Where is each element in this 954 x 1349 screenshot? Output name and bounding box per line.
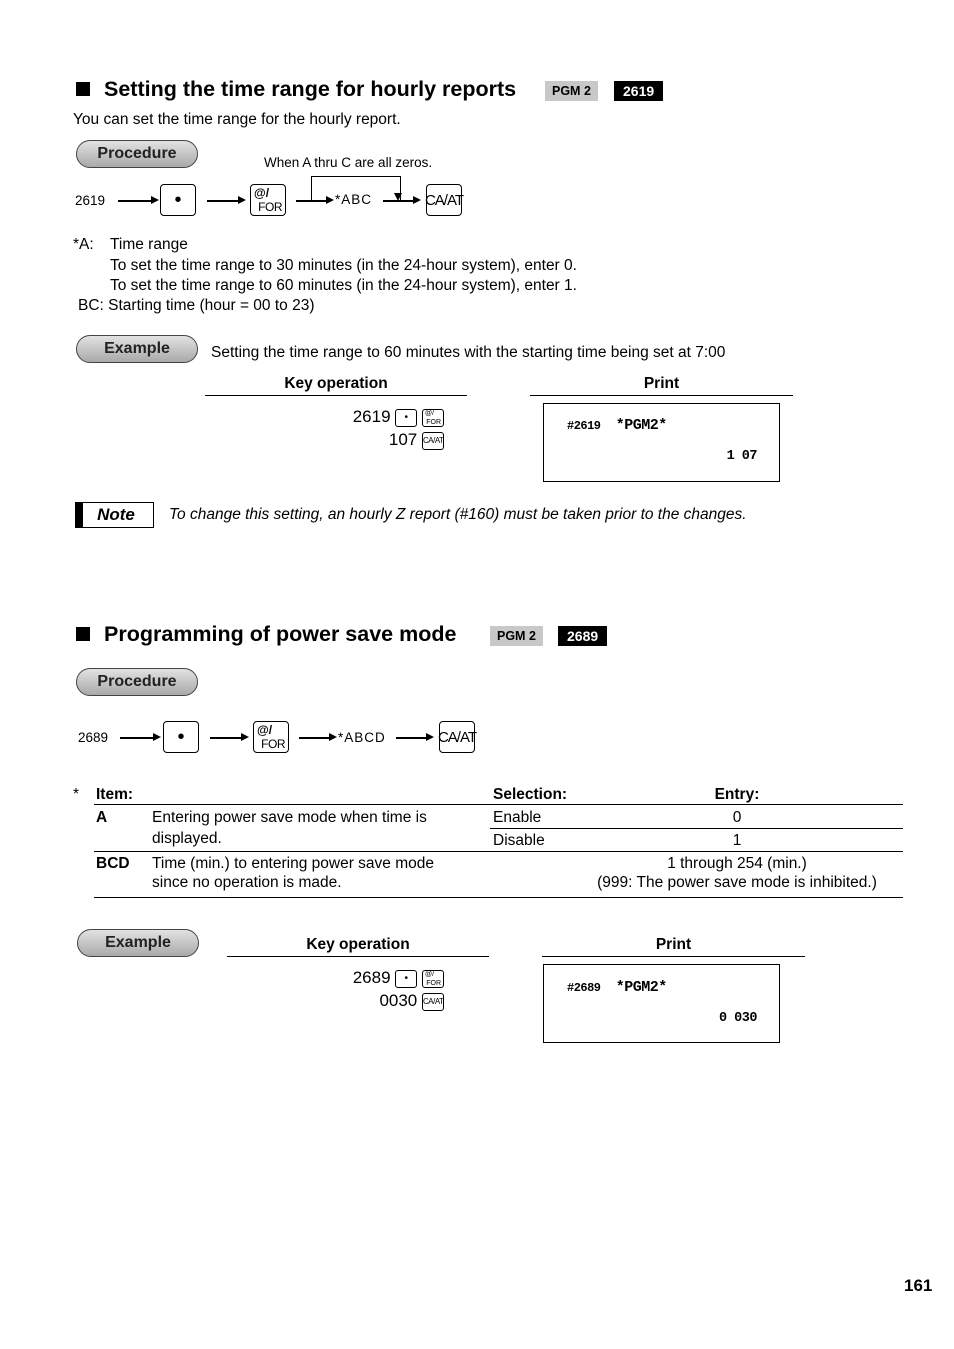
section-title: Setting the time range for hourly reports (104, 77, 517, 101)
for-key-at: @/ (257, 723, 273, 737)
print-line1 (567, 417, 667, 434)
keyop-line1-digits: 2689 (352, 968, 391, 987)
note-label: Note (78, 502, 154, 528)
print-rule (542, 956, 805, 957)
flow-arrow-head (238, 196, 246, 204)
flow-arrow (383, 200, 415, 202)
for-key-for: FOR (261, 737, 285, 751)
section-title: Programming of power save mode (104, 622, 457, 646)
def-a-title: Time range (110, 236, 188, 253)
section-bullet (76, 82, 90, 96)
print-rule (530, 395, 793, 396)
def-a-label: *A: (73, 236, 94, 253)
mini-point-key: • (395, 409, 417, 427)
header-selection: Selection: (493, 786, 568, 803)
flow-entry: *ABCD (338, 730, 386, 745)
page-number: 161 (904, 1276, 933, 1295)
print-line2: 0 030 (718, 1011, 757, 1026)
def-bc: BC: Starting time (hour = 00 to 23) (78, 297, 315, 314)
print-mode: *PGM2* (615, 979, 667, 996)
for-key-for: FOR (258, 200, 282, 214)
point-key (160, 184, 196, 216)
row-bcd-entry2: (999: The power save mode is inhibited.) (597, 874, 877, 891)
flow-arrow (207, 200, 241, 202)
example-label: Example (76, 335, 198, 363)
mode-badge: PGM 2 (545, 81, 598, 101)
point-key-label: • (177, 725, 185, 748)
keyop-line1 (300, 968, 444, 988)
point-key (163, 721, 199, 753)
row-bcd-key: BCD (96, 855, 130, 872)
procedure-label: Procedure (76, 140, 198, 168)
mini-ca-key: CA/AT (422, 993, 444, 1011)
flow-arrow (296, 200, 328, 202)
row-a-opt1-entry: 0 (732, 809, 742, 826)
mini-for-key: @/ FOR (422, 970, 444, 988)
section-bullet (76, 627, 90, 641)
mini-point-key: • (395, 970, 417, 988)
flow-arrow (120, 737, 156, 739)
intro-text: You can set the time range for the hourly report. (73, 111, 401, 128)
print-line1 (567, 979, 667, 996)
table-rule (94, 804, 903, 805)
table-star: * (73, 786, 80, 803)
row-bcd-desc2: since no operation is made. (152, 874, 342, 891)
print-header: Print (655, 936, 692, 953)
table-rule (490, 828, 903, 829)
code-badge: 2619 (614, 81, 663, 101)
print-mode: *PGM2* (615, 417, 667, 434)
example-text: Setting the time range to 60 minutes with the starting time being set at 7:00 (211, 344, 726, 361)
procedure-label: Procedure (76, 668, 198, 696)
for-key (253, 721, 289, 753)
point-key-label: • (174, 188, 182, 211)
flow-arrow-head (151, 196, 159, 204)
row-bcd-entry1: 1 through 254 (min.) (667, 855, 807, 872)
flow-arrow-head (326, 196, 334, 204)
flow-arrow (118, 200, 154, 202)
keyop-rule (205, 395, 467, 396)
keyop-line1-digits: 2619 (352, 407, 391, 426)
mode-badge: PGM 2 (490, 626, 543, 646)
keyop-header: Key operation (284, 375, 388, 392)
def-a-line2: To set the time range to 60 minutes (in the 24-hour system), enter 1. (110, 277, 577, 294)
mini-for-key: @/ FOR (422, 409, 444, 427)
print-code: #2689 (567, 981, 601, 995)
ca-key (439, 721, 475, 753)
for-key-at: @/ (254, 186, 270, 200)
table-rule (94, 897, 903, 898)
mini-ca-key: CA/AT (422, 432, 444, 450)
row-a-opt1-sel: Enable (493, 809, 542, 826)
row-a-key: A (96, 809, 108, 826)
bypass-note: When A thru C are all zeros. (264, 155, 433, 170)
flow-arrow-head (329, 733, 337, 741)
row-a-opt2-sel: Disable (493, 832, 545, 849)
print-receipt (543, 964, 780, 1043)
note-text: To change this setting, an hourly Z report (#160) must be taken prior to the changes. (169, 506, 747, 523)
print-code: #2619 (567, 419, 601, 433)
ca-key-label: CA/AT (437, 728, 477, 746)
keyop-header: Key operation (306, 936, 410, 953)
table-rule (94, 851, 903, 852)
row-bcd-desc1: Time (min.) to entering power save mode (152, 855, 434, 872)
header-item: Item: (96, 786, 134, 803)
keyop-rule (227, 956, 489, 957)
for-key (250, 184, 286, 216)
print-header: Print (643, 375, 680, 392)
flow-arrow-head (241, 733, 249, 741)
keyop-line2 (300, 991, 444, 1011)
keyop-line2-digits: 0030 (379, 991, 418, 1010)
keyop-line1 (300, 407, 444, 427)
ca-key-label: CA/AT (424, 191, 464, 209)
flow-arrow-head (153, 733, 161, 741)
print-receipt (543, 403, 780, 482)
flow-entry: *ABC (335, 192, 373, 207)
code-badge: 2689 (558, 626, 607, 646)
print-line2: 1 07 (726, 449, 757, 464)
flow-arrow-head (413, 196, 421, 204)
keyop-line2-digits: 107 (388, 430, 418, 449)
ca-key (426, 184, 462, 216)
row-a-desc2: displayed. (152, 830, 222, 847)
flow-arrow (210, 737, 244, 739)
row-a-desc1: Entering power save mode when time is (152, 809, 427, 826)
flow-arrow (396, 737, 428, 739)
example-label: Example (77, 929, 199, 957)
flow-arrow (299, 737, 331, 739)
row-a-opt2-entry: 1 (732, 832, 742, 849)
flow-start: 2619 (75, 193, 106, 208)
flow-arrow-head (426, 733, 434, 741)
header-entry: Entry: (714, 786, 760, 803)
def-a-line1: To set the time range to 30 minutes (in the 24-hour system), enter 0. (110, 257, 577, 274)
flow-start: 2689 (78, 730, 109, 745)
keyop-line2 (300, 430, 444, 450)
